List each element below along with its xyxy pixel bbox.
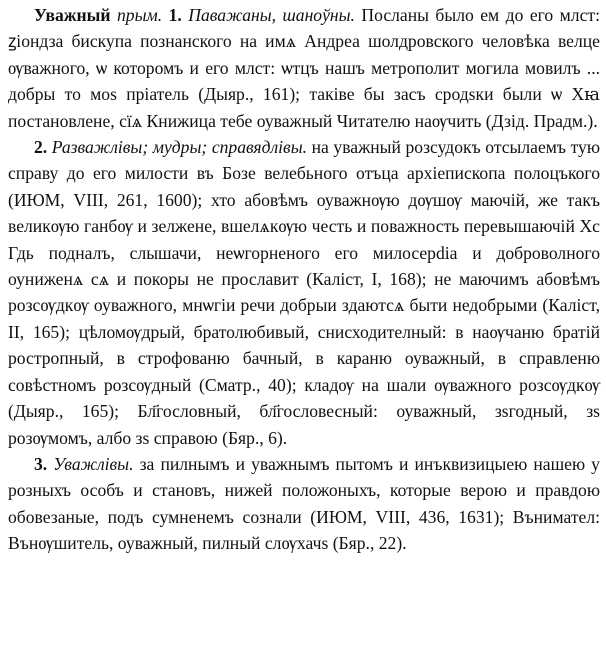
headword: Уважный <box>34 5 111 25</box>
part-of-speech: прым. <box>117 5 163 25</box>
sense-2-paragraph <box>8 134 600 451</box>
sense-3-gloss: Уважлівы. <box>53 453 134 474</box>
sense-1-paragraph <box>8 2 600 134</box>
sense-1-gloss: Паважаны, шаноўны. <box>188 5 355 25</box>
sense-3-number: 3. <box>34 453 48 474</box>
sense-2-text: на уважный розсудокъ отсылаемъ тую справу до его милости въ Бозе велебьного отъца архіепископа полоцъкого (ИЮМ, VIII, 261, 1600); хто абовѣмъ оуважнѹю дѹшѹ маючій, же такъ великѹю ганбѹ и зелженe, вшелѧкѹю честь и поважность перевышаючій Хс Гдь подналъ, слышачи, неѡгорненого его милосерdіа и доброволного оуниженѧ сѧ и покоры не прославит (Каліст, І, 168); не маючимъ абовѣмъ розсѹдкѹ оуважного, мнѡгіи речи добрыи здаютсѧ быти недобрыми (Каліст, ІІ, 165); цѣломѹдрый, братолюбивый, снисходителный: в наѹчаню братій ростропный, в строфованю бачный, в караню оуважный, в справленю совѣстномъ розсѹдный (Сматр., 40); кладѹ на шали ѹважного розсѹдкѹ (Дыяр., 165); Бл҃гословный, бл҃гословесный: оуважный, зsгодный, зs розѹмомъ, албо зs справою (Бяр., 6). <box>8 137 600 448</box>
sense-1-text: Посланы было ем до его млст: ꙁіондза бискупа познанского на имѧ Андреа шолдровского человѣка велце ѹважного, ѡ которомъ и его млст: ѡтцъ нашъ метрополит могила мовилъ ... добры то моs пріатель (Дыяр., 161); таківе бы засъ сродѕки были ѡ Хꙗ постановлене, сїѧ Книжица тебе оуважный Читателю наѹчить (Дзід. Прадм.). <box>8 5 600 131</box>
sense-2-gloss: Разважлівы; мудры; справядлівы. <box>51 137 308 158</box>
sense-1-number: 1. <box>168 5 182 25</box>
sense-3-paragraph <box>8 451 600 557</box>
sense-3-text: за пилнымъ и уважнымъ пытомъ и инъквизицыею нашею у розныхъ особъ и становъ, нижей положоныхъ, которые верою и правдою обовезаные, подъ сумненемъ сознали (ИЮМ, VIII, 436, 1631); Вънимател: Вънѹшитель, оуважный, пилный слѹхачs (Бяр., 22). <box>8 453 600 554</box>
sense-2-number: 2. <box>34 137 48 158</box>
